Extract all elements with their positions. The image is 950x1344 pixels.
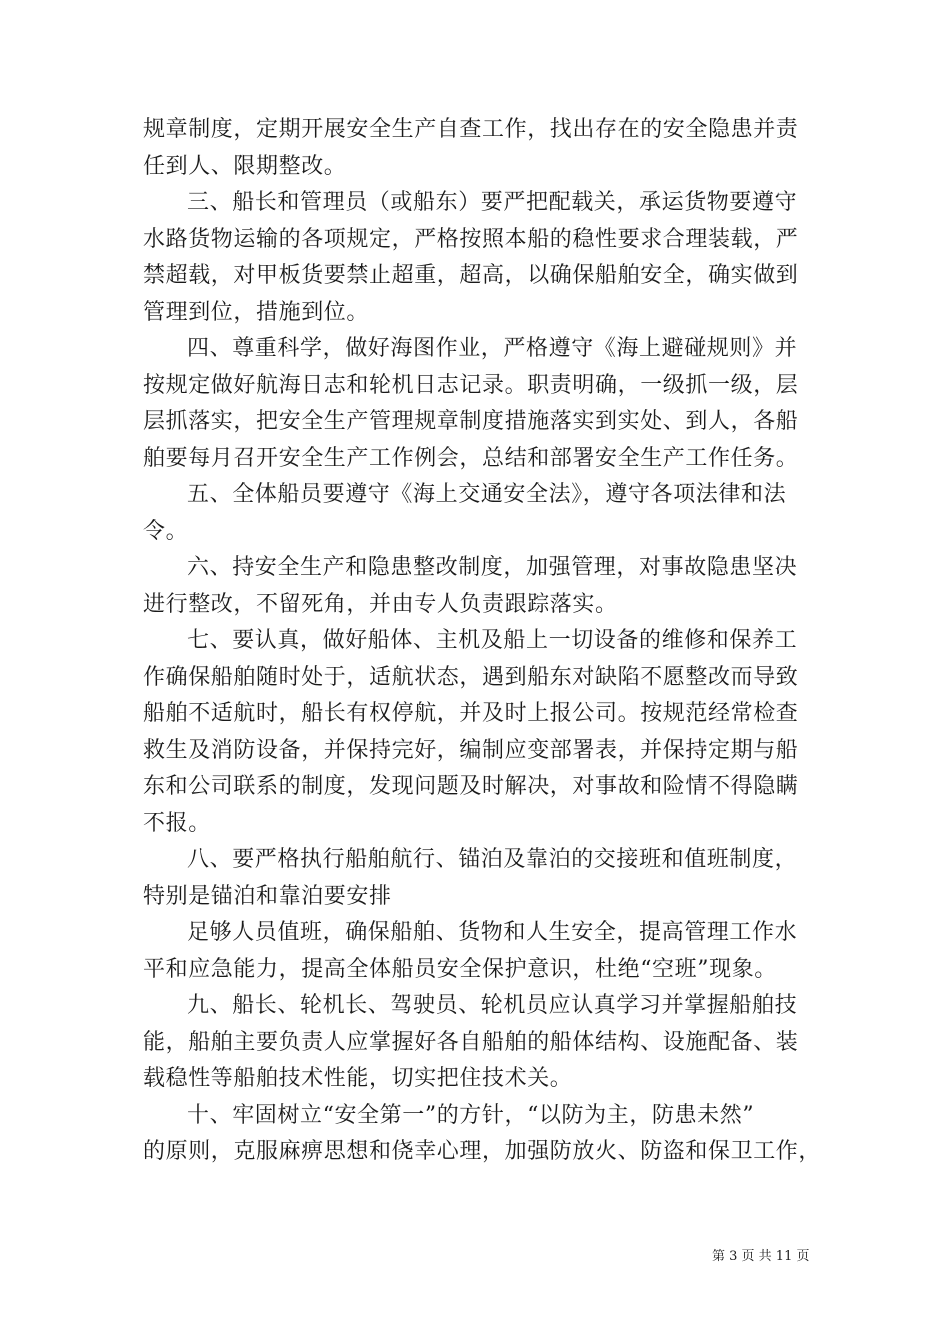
text-line: 东和公司联系的制度，发现问题及时解决，对事故和险情不得隐瞒 [143, 774, 799, 799]
text-line: 船舶不适航时，船长有权停航，并及时上报公司。按规范经常检查 [143, 701, 799, 726]
text-line: 禁超载，对甲板货要禁止超重，超高，以确保船舶安全，确实做到 [143, 263, 799, 288]
text-line: 按规定做好航海日志和轮机日志记录。职责明确，一级抓一级，层 [143, 372, 799, 398]
text-line: 任到人、限期整改。 [143, 153, 347, 179]
text-line: 不报。 [143, 810, 211, 836]
page-number-footer: 第 3 页 共 11 页 [712, 1249, 810, 1264]
text-line: 六、持安全生产和隐患整改制度，加强管理，对事故隐患坚决 [187, 555, 798, 580]
text-line: 能，船舶主要负责人应掌握好各自船舶的船体结构、设施配备、装 [143, 1029, 799, 1055]
text-line: 载稳性等船舶技术性能，切实把住技术关。 [143, 1066, 573, 1091]
text-line: 管理到位，措施到位。 [143, 299, 370, 325]
document-body [143, 112, 822, 1171]
text-line: 八、要严格执行船舶航行、锚泊及靠泊的交接班和值班制度， [187, 847, 798, 872]
text-line: 水路货物运输的各项规定，严格按照本船的稳性要求合理装载，严 [143, 226, 799, 252]
text-line: 规章制度，定期开展安全生产自查工作，找出存在的安全隐患并责 [143, 117, 799, 142]
text-line: 平和应急能力，提高全体船员安全保护意识，杜绝“空班”现象。 [143, 956, 777, 982]
text-line: 五、全体船员要遵守《海上交通安全法》，遵守各项法律和法 [187, 482, 787, 507]
text-line: 层抓落实，把安全生产管理规章制度措施落实到实处、到人，各船 [143, 409, 799, 434]
text-line: 特别是锚泊和靠泊要安排 [143, 883, 392, 909]
text-line: 救生及消防设备，并保持完好，编制应变部署表，并保持定期与船 [143, 737, 799, 763]
text-line: 的原则，克服麻痹思想和侥幸心理，加强防放火、防盗和保卫工作， [143, 1139, 822, 1164]
text-line: 作确保船舶随时处于，适航状态，遇到船东对缺陷不愿整改而导致 [143, 664, 799, 690]
text-line: 舶要每月召开安全生产工作例会，总结和部署安全生产工作任务。 [143, 445, 799, 471]
text-line: 进行整改，不留死角，并由专人负责跟踪落实。 [143, 591, 618, 617]
text-line: 足够人员值班，确保船舶、货物和人生安全，提高管理工作水 [187, 920, 798, 945]
text-line: 令。 [143, 518, 189, 544]
text-line: 七、要认真，做好船体、主机及船上一切设备的维修和保养工 [187, 628, 798, 653]
text-line: 九、船长、轮机长、驾驶员、轮机员应认真学习并掌握船舶技 [187, 993, 798, 1018]
text-line: 四、尊重科学，做好海图作业，严格遵守《海上避碰规则》并 [187, 336, 798, 361]
text-line: 三、船长和管理员（或船东）要严把配载关，承运货物要遵守 [187, 190, 798, 215]
text-line: 十、牢固树立“安全第一”的方针，“以防为主，防患未然” [187, 1102, 755, 1128]
